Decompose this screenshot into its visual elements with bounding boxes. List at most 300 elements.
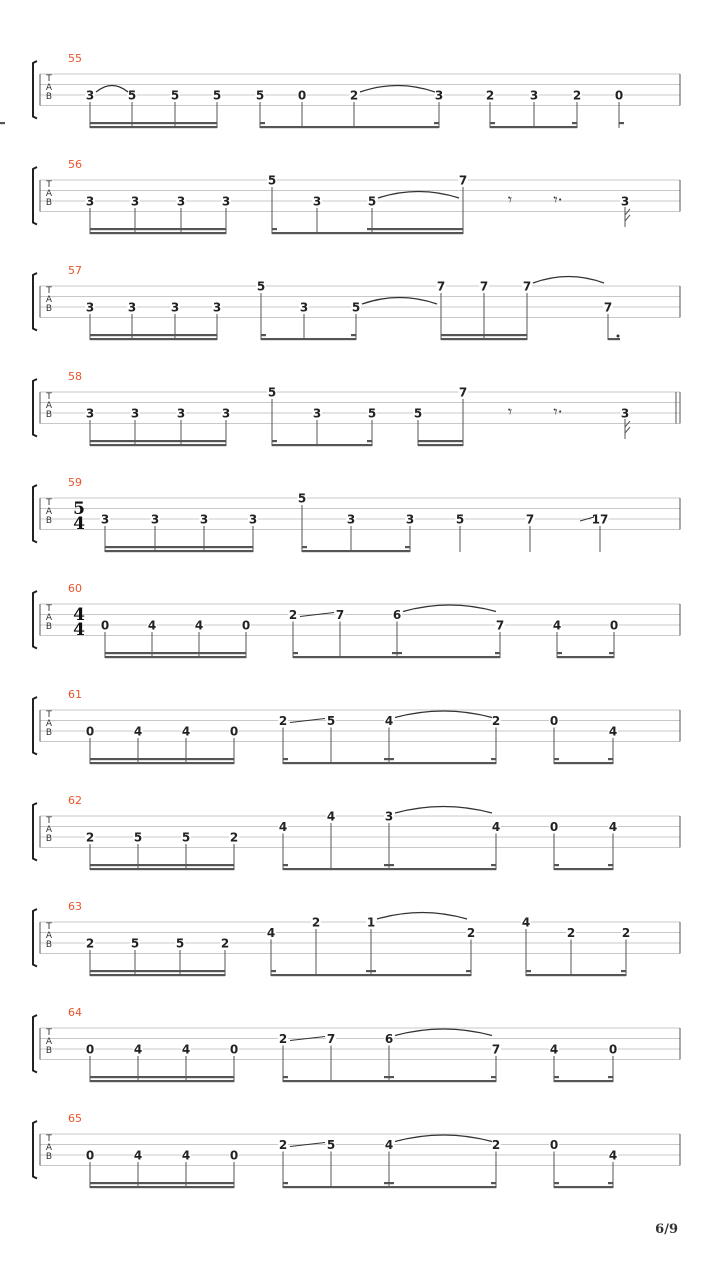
tie: [533, 277, 604, 284]
fret-number: 7: [495, 618, 505, 633]
beam-stub: [272, 440, 277, 442]
fret-number: 4: [133, 1148, 143, 1163]
fret-number: 3: [150, 512, 160, 527]
fret-number: 0: [614, 88, 624, 103]
tab-system-61: [33, 688, 680, 764]
tab-clef-letter: T: [46, 286, 52, 296]
fret-number: 2: [621, 926, 631, 940]
page-number: 6/9: [655, 1222, 678, 1237]
beam-stub: [609, 652, 614, 654]
beam-stub: [283, 1182, 288, 1184]
fret-number: 7: [525, 512, 535, 527]
beam-stub: [351, 334, 356, 336]
tab-clef-letter: T: [46, 498, 52, 508]
beam-stub: [261, 334, 266, 336]
beam-secondary: [105, 652, 246, 654]
augmentation-dot: [617, 335, 620, 338]
fret-number: 5: [351, 300, 361, 315]
beam: [389, 868, 496, 870]
system-bracket: [33, 61, 37, 119]
fret-number: 3: [85, 194, 95, 209]
tab-clef-letter: A: [45, 719, 53, 729]
beam-stub: [397, 652, 402, 654]
tab-system-62: [33, 794, 680, 870]
tie: [362, 298, 437, 305]
fret-number: 0: [229, 724, 239, 739]
beam: [441, 338, 527, 340]
fret-number: 0: [549, 714, 559, 728]
tab-clef-letter: A: [45, 825, 53, 835]
beam-stub: [491, 1076, 496, 1078]
beam-secondary: [90, 228, 226, 230]
beam: [90, 444, 226, 446]
fret-number: 4: [326, 809, 336, 824]
fret-number: 3: [100, 512, 110, 527]
fret-number: 5: [256, 279, 266, 294]
fret-number: 4: [521, 915, 531, 930]
fret-number: 5: [326, 1138, 336, 1152]
tie: [395, 711, 492, 718]
tab-clef-letter: T: [46, 604, 52, 614]
fret-number: 0: [297, 88, 307, 103]
beam-stub: [619, 122, 624, 124]
fret-number: 4: [181, 724, 191, 739]
beam-stub: [271, 970, 276, 972]
beam: [90, 868, 234, 870]
beam: [283, 1186, 389, 1188]
fret-number: 6: [384, 1032, 394, 1046]
beam-stub: [405, 546, 410, 548]
beam-stub: [554, 1076, 559, 1078]
tab-clef-letter: T: [46, 74, 52, 84]
tab-clef-letter: B: [45, 940, 53, 950]
tab-clef-letter: T: [46, 1134, 52, 1144]
measure-number: 64: [68, 1006, 82, 1019]
eighth-rest: 𝄾: [507, 402, 513, 421]
beam: [272, 444, 372, 446]
beam-stub: [384, 1182, 389, 1184]
tab-clef-letter: A: [45, 401, 53, 411]
fret-number: 3: [434, 88, 444, 103]
beam: [554, 762, 613, 764]
measure-number: 63: [68, 900, 82, 913]
beam: [105, 550, 253, 552]
fret-number: 4: [194, 618, 204, 633]
fret-number: 4: [384, 1138, 394, 1152]
tab-clef-letter: B: [45, 728, 53, 738]
fret-number: 3: [130, 194, 140, 209]
fret-number: 0: [241, 618, 251, 633]
eighth-rest: 𝄾·: [553, 190, 563, 209]
tie: [395, 1029, 492, 1036]
beam: [293, 656, 397, 658]
fret-number: 6: [392, 608, 402, 622]
measure-number: 60: [68, 582, 82, 595]
beam: [90, 1080, 234, 1082]
fret-number: 4: [181, 1042, 191, 1057]
tab-clef-letter: B: [45, 410, 53, 420]
tab-clef-letter: B: [45, 1046, 53, 1056]
beam-secondary: [90, 758, 234, 760]
beam: [397, 656, 500, 658]
measure-number: 56: [68, 158, 82, 171]
tie: [360, 86, 435, 93]
fret-number: 5: [297, 491, 307, 506]
tie: [395, 807, 492, 814]
tab-system-64: [33, 1006, 680, 1082]
beam-secondary: [90, 1076, 234, 1078]
system-bracket: [33, 697, 37, 755]
tab-clef-letter: T: [46, 710, 52, 720]
beam-stub: [367, 440, 372, 442]
fret-number: 3: [127, 300, 137, 315]
beam: [554, 1080, 613, 1082]
beam-secondary: [90, 970, 225, 972]
beam: [283, 1080, 389, 1082]
fret-number: 3: [199, 512, 209, 527]
beam: [261, 338, 356, 340]
tab-clef-letter: B: [45, 516, 53, 526]
system-bracket: [33, 485, 37, 543]
fret-number: 4: [133, 1042, 143, 1057]
beam-stub: [434, 122, 439, 124]
beam: [372, 232, 463, 234]
beam: [283, 868, 389, 870]
beam-stub: [293, 652, 298, 654]
system-bracket: [33, 379, 37, 437]
beam: [271, 974, 371, 976]
fret-number: 0: [549, 820, 559, 834]
beam: [283, 762, 389, 764]
beam: [418, 444, 463, 446]
tab-system-55: [0, 52, 680, 128]
beam-stub: [302, 546, 307, 548]
beam-stub: [392, 652, 397, 654]
time-signature-bottom: 4: [73, 514, 85, 534]
tie: [395, 1135, 492, 1142]
beam-stub: [526, 970, 531, 972]
fret-number: 0: [85, 724, 95, 739]
fret-number: 5: [170, 88, 180, 103]
fret-number: 0: [229, 1148, 239, 1163]
tab-clef-letter: A: [45, 1037, 53, 1047]
beam-stub: [384, 864, 389, 866]
fret-number: 5: [455, 512, 465, 527]
system-bracket: [33, 803, 37, 861]
beam-stub: [554, 864, 559, 866]
fret-number: 3: [620, 194, 630, 209]
tab-system-57: [33, 264, 680, 340]
beam-stub: [260, 122, 265, 124]
fret-number: 3: [312, 406, 322, 421]
fret-number: 4: [608, 1148, 618, 1163]
beam: [260, 126, 439, 128]
fret-number: 3: [312, 194, 322, 209]
fret-number: 0: [85, 1042, 95, 1057]
beam-stub: [572, 122, 577, 124]
beam-stub: [466, 970, 471, 972]
tab-clef-letter: T: [46, 180, 52, 190]
beam: [90, 232, 226, 234]
fret-number: 5: [326, 714, 336, 728]
beam-stub: [272, 228, 277, 230]
beam: [490, 126, 577, 128]
tab-system-56: [33, 158, 680, 234]
fret-number: 5: [175, 936, 185, 951]
beam-stub: [283, 1076, 288, 1078]
tab-clef-letter: T: [46, 922, 52, 932]
fret-number: 3: [620, 406, 630, 421]
fret-number: 2: [278, 1138, 288, 1152]
beam-stub: [491, 864, 496, 866]
fret-number: 0: [229, 1042, 239, 1057]
fret-number: 2: [349, 88, 359, 103]
fret-number: 3: [212, 300, 222, 315]
beam-secondary: [90, 122, 217, 124]
fret-number: 2: [466, 926, 476, 940]
fret-number: 0: [100, 618, 110, 633]
fret-number: 0: [85, 1148, 95, 1163]
beam: [105, 656, 246, 658]
system-bracket: [33, 1015, 37, 1073]
fret-number: 3: [176, 406, 186, 421]
tab-clef-letter: A: [45, 83, 53, 93]
fret-number: 2: [229, 830, 239, 845]
time-signature-top: 4: [73, 605, 85, 625]
system-bracket: [33, 273, 37, 331]
system-bracket: [33, 591, 37, 649]
measure-number: 61: [68, 688, 82, 701]
tab-clef-letter: A: [45, 295, 53, 305]
beam: [554, 868, 613, 870]
fret-number: 7: [458, 385, 468, 400]
fret-number: 5: [413, 406, 423, 421]
tab-clef-letter: B: [45, 304, 53, 314]
tab-clef-letter: A: [45, 613, 53, 623]
beam: [90, 762, 234, 764]
beam: [389, 1186, 496, 1188]
beam-stub: [371, 970, 376, 972]
fret-number: 4: [278, 820, 288, 834]
beam-stub: [389, 1182, 394, 1184]
fret-number: 3: [85, 406, 95, 421]
fret-number: 3: [170, 300, 180, 315]
beam-stub: [491, 758, 496, 760]
time-signature-bottom: 4: [73, 620, 85, 640]
beam-stub: [384, 758, 389, 760]
fret-number: 3: [85, 300, 95, 315]
tab-clef-letter: B: [45, 622, 53, 632]
measure-number: 62: [68, 794, 82, 807]
beam-stub: [557, 652, 562, 654]
fret-number: 5: [127, 88, 137, 103]
beam: [554, 1186, 613, 1188]
tab-system-63: [33, 900, 680, 976]
beam-stub: [554, 758, 559, 760]
fret-number: 4: [266, 926, 276, 940]
fret-number: 5: [133, 830, 143, 845]
fret-number: 3: [346, 512, 356, 527]
measure-number: 65: [68, 1112, 82, 1125]
fret-number: 5: [367, 406, 377, 421]
fret-number: 7: [479, 279, 489, 294]
fret-number: 7: [436, 279, 446, 294]
eighth-rest: 𝄾: [507, 190, 513, 209]
tab-clef-letter: B: [45, 1152, 53, 1162]
beam-secondary: [105, 546, 253, 548]
tab-clef-letter: A: [45, 189, 53, 199]
fret-number: 2: [85, 936, 95, 951]
fret-number: 3: [176, 194, 186, 209]
tab-clef-letter: A: [45, 507, 53, 517]
fret-number: 4: [608, 724, 618, 739]
tie: [96, 86, 128, 93]
fret-number: 2: [491, 1138, 501, 1152]
fret-number: 17: [591, 512, 609, 527]
beam-stub: [621, 970, 626, 972]
fret-number: 2: [485, 88, 495, 103]
beam-secondary: [90, 1182, 234, 1184]
tab-clef-letter: T: [46, 816, 52, 826]
beam-stub: [384, 1076, 389, 1078]
fret-number: 0: [608, 1042, 618, 1057]
measure-number: 57: [68, 264, 82, 277]
fret-number: 7: [326, 1032, 336, 1046]
fret-number: 3: [221, 194, 231, 209]
fret-number: 4: [133, 724, 143, 739]
fret-number: 2: [85, 830, 95, 845]
fret-number: 3: [529, 88, 539, 103]
tab-clef-letter: B: [45, 92, 53, 102]
beam: [557, 656, 614, 658]
measure-number: 58: [68, 370, 82, 383]
tab-system-60: [33, 582, 680, 658]
tie: [403, 605, 496, 612]
beam-stub: [283, 758, 288, 760]
fret-number: 5: [267, 173, 277, 188]
tie: [378, 192, 459, 199]
tab-system-65: [33, 1112, 680, 1188]
measure-number: 55: [68, 52, 82, 65]
fret-number: 3: [384, 809, 394, 824]
fret-number: 2: [220, 936, 230, 951]
beam-stub: [608, 758, 613, 760]
fret-number: 2: [572, 88, 582, 103]
beam-stub: [389, 758, 394, 760]
fret-number: 4: [147, 618, 157, 633]
fret-number: 3: [248, 512, 258, 527]
tab-clef-letter: B: [45, 198, 53, 208]
fret-number: 4: [384, 714, 394, 728]
measure-number: 59: [68, 476, 82, 489]
fret-number: 5: [212, 88, 222, 103]
fret-number: 5: [255, 88, 265, 103]
fret-number: 1: [366, 915, 376, 930]
beam: [90, 1186, 234, 1188]
beam-secondary: [441, 334, 527, 336]
tab-clef-letter: A: [45, 931, 53, 941]
flag: [625, 427, 630, 433]
tab-system-58: [33, 370, 680, 446]
beam-stub: [608, 1182, 613, 1184]
beam: [526, 974, 626, 976]
fret-number: 4: [491, 820, 501, 834]
beam: [272, 232, 372, 234]
beam: [389, 1080, 496, 1082]
beam: [371, 974, 471, 976]
fret-number: 4: [549, 1042, 559, 1057]
fret-number: 7: [522, 279, 532, 294]
beam-stub: [389, 1076, 394, 1078]
beam: [389, 762, 496, 764]
fret-number: 2: [288, 608, 298, 622]
tab-clef-letter: T: [46, 392, 52, 402]
fret-number: 0: [609, 618, 619, 633]
fret-number: 4: [552, 618, 562, 633]
fret-number: 5: [130, 936, 140, 951]
beam-stub: [490, 122, 495, 124]
fret-number: 3: [130, 406, 140, 421]
fret-number: 2: [566, 926, 576, 940]
fret-number: 5: [267, 385, 277, 400]
beam-secondary: [372, 228, 463, 230]
beam-stub: [554, 1182, 559, 1184]
beam: [90, 974, 225, 976]
beam-stub: [389, 864, 394, 866]
fret-number: 7: [491, 1042, 501, 1057]
beam-stub: [495, 652, 500, 654]
eighth-rest: 𝄾·: [553, 402, 563, 421]
tie: [377, 913, 467, 920]
beam-stub: [608, 864, 613, 866]
tab-clef-letter: A: [45, 1143, 53, 1153]
beam: [302, 550, 410, 552]
fret-number: 4: [181, 1148, 191, 1163]
beam: [90, 126, 217, 128]
beam-stub: [283, 864, 288, 866]
time-signature-top: 5: [73, 499, 85, 519]
fret-number: 3: [85, 88, 95, 103]
fret-number: 5: [367, 194, 377, 209]
beam-stub: [491, 1182, 496, 1184]
beam: [90, 338, 217, 340]
fret-number: 7: [335, 608, 345, 622]
beam-stub: [608, 1076, 613, 1078]
fret-number: 3: [299, 300, 309, 315]
flag: [625, 215, 630, 221]
beam-stub: [0, 122, 5, 124]
beam-secondary: [90, 334, 217, 336]
beam-secondary: [90, 864, 234, 866]
fret-number: 4: [608, 820, 618, 834]
fret-number: 0: [549, 1138, 559, 1152]
fret-number: 3: [405, 512, 415, 527]
fret-number: 2: [278, 1032, 288, 1046]
fret-number: 2: [278, 714, 288, 728]
beam-secondary: [418, 440, 463, 442]
fret-number: 7: [458, 173, 468, 188]
beam-stub: [366, 970, 371, 972]
system-bracket: [33, 1121, 37, 1179]
tab-system-59: [33, 476, 680, 552]
tab-clef-letter: B: [45, 834, 53, 844]
tab-clef-letter: T: [46, 1028, 52, 1038]
fret-number: 5: [181, 830, 191, 845]
fret-number: 2: [311, 915, 321, 930]
system-bracket: [33, 909, 37, 967]
fret-number: 7: [603, 300, 613, 315]
system-bracket: [33, 167, 37, 225]
